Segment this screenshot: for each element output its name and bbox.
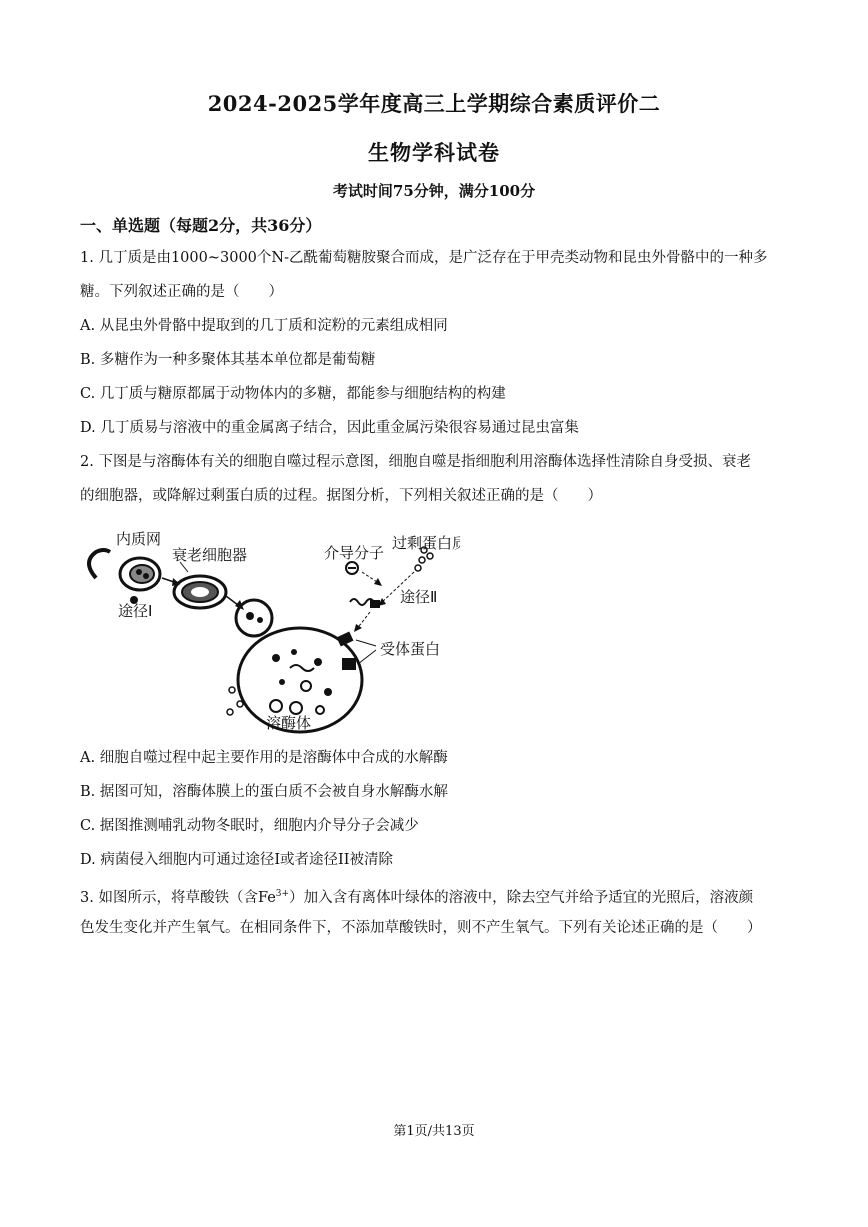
- q1-option-a: A. 从昆虫外骨骼中提取到的几丁质和淀粉的元素组成相同: [80, 318, 448, 334]
- label-mediator: 介导分子: [324, 544, 385, 562]
- label-aging-organelle: 衰老细胞器: [172, 546, 248, 564]
- label-excess-protein: 过剩蛋白质: [392, 534, 460, 552]
- subject-title: 生物学科试卷: [368, 140, 500, 165]
- label-lysosome: 溶酶体: [266, 714, 312, 732]
- section-title: 一、单选题（每题2分，共36分）: [80, 216, 322, 235]
- q1-stem-line2: 糖。下列叙述正确的是（ ）: [80, 284, 283, 300]
- label-path2: 途径Ⅱ: [400, 588, 438, 606]
- q3-stem-line2: 色发生变化并产生氧气。在相同条件下，不添加草酸铁时，则不产生氧气。下列有关论述正确的是（ ）: [80, 920, 762, 936]
- q3-stem-sup: 3+: [275, 889, 290, 899]
- exam-title: 2024-2025学年度高三上学期综合素质评价二: [207, 91, 661, 116]
- q1-stem-line1: 1. 几丁质是由1000~3000个N-乙酰葡萄糖胺聚合而成，是广泛存在于甲壳类动物和昆虫外骨骼中的一种多: [80, 250, 768, 266]
- q2-option-d: D. 病菌侵入细胞内可通过途径I或者途径II被清除: [80, 852, 394, 868]
- q2-stem-line1: 2. 下图是与溶酶体有关的细胞自噬过程示意图，细胞自噬是指细胞利用溶酶体选择性清除自身受损、衰老: [80, 454, 751, 470]
- autophagy-figure: [80, 522, 460, 734]
- page-number: 第1页/共13页: [393, 1124, 475, 1139]
- q2-option-a: A. 细胞自噬过程中起主要作用的是溶酶体中合成的水解酶: [80, 750, 448, 766]
- q2-stem-line2: 的细胞器，或降解过剩蛋白质的过程。据图分析，下列相关叙述正确的是（ ）: [80, 488, 602, 504]
- q1-option-b: B. 多糖作为一种多聚体其基本单位都是葡萄糖: [80, 352, 376, 368]
- q2-option-c: C. 据图推测哺乳动物冬眠时，细胞内介导分子会减少: [80, 818, 419, 834]
- q3-stem-part2: ）加入含有离体叶绿体的溶液中，除去空气并给予适宜的光照后，溶液颜: [289, 889, 754, 906]
- q3-stem-line1: [80, 884, 753, 908]
- q1-option-c: C. 几丁质与糖原都属于动物体内的多糖，都能参与细胞结构的构建: [80, 386, 506, 402]
- q3-stem-part1: 3. 如图所示，将草酸铁（含Fe: [80, 889, 276, 906]
- q1-option-d: D. 几丁质易与溶液中的重金属离子结合，因此重金属污染很容易通过昆虫富集: [80, 420, 579, 436]
- label-path1: 途径Ⅰ: [118, 602, 153, 620]
- q2-option-b: B. 据图可知，溶酶体膜上的蛋白质不会被自身水解酶水解: [80, 784, 448, 800]
- exam-info: 考试时间75分钟，满分100分: [332, 182, 536, 200]
- label-receptor: 受体蛋白: [380, 640, 441, 658]
- label-er: 内质网: [116, 530, 162, 548]
